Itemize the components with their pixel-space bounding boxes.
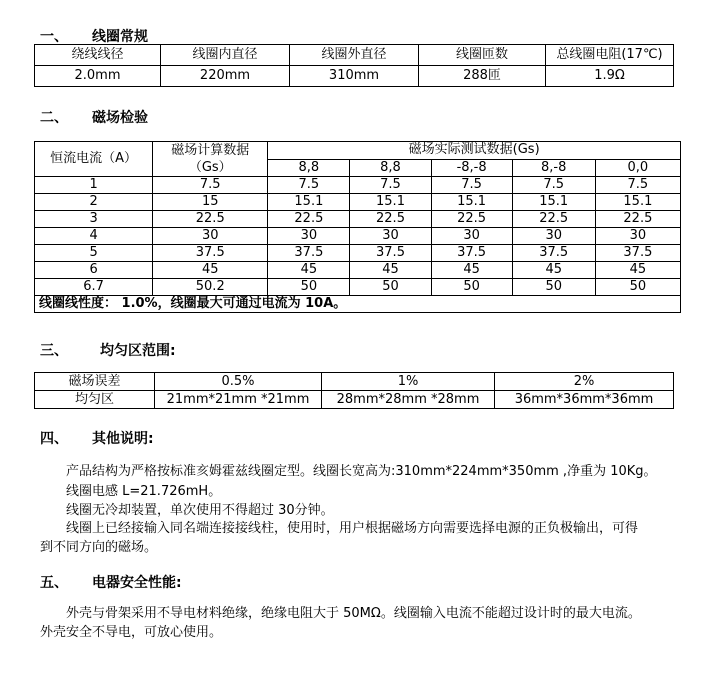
measured-cell: 45	[268, 262, 350, 279]
measured-cell: 37.5	[595, 245, 680, 262]
table-row	[35, 194, 681, 211]
error-value: 1%	[322, 373, 495, 391]
section-number: 四、	[40, 431, 68, 447]
header-position: 8,8	[268, 159, 350, 177]
measured-cell: 50	[595, 279, 680, 296]
section-heading-safety	[40, 572, 182, 592]
section-title: 线圈常规	[92, 29, 148, 45]
measured-cell: 50	[512, 279, 595, 296]
current-cell: 3	[35, 211, 153, 228]
measured-cell: 37.5	[431, 245, 512, 262]
section-title: 均匀区范围:	[100, 343, 176, 359]
measured-cell: 30	[350, 228, 431, 245]
value-resistance: 1.9Ω	[546, 66, 674, 87]
measured-cell: 45	[512, 262, 595, 279]
measured-cell: 50	[268, 279, 350, 296]
safety-insulation: 外壳与骨架采用不导电材料绝缘，绝缘电阻大于 50MΩ。线圈输入电流不能超过设计时的最大电流。	[66, 606, 641, 621]
current-cell: 2	[35, 194, 153, 211]
table-row	[35, 211, 681, 228]
section-title: 磁场检验	[92, 110, 148, 126]
header-measured: 磁场实际测试数据(Gs)	[268, 142, 681, 160]
header-position: -8,-8	[431, 159, 512, 177]
section-number: 三、	[40, 343, 68, 359]
safety-shell: 外壳安全不导电，可放心使用。	[40, 625, 223, 640]
section-title: 其他说明:	[92, 431, 154, 447]
measured-cell: 37.5	[268, 245, 350, 262]
linearity-note-row	[35, 296, 681, 313]
measured-cell: 15.1	[512, 194, 595, 211]
row-label-error: 磁场误差	[35, 373, 155, 391]
header-outer-diameter: 线圈外直径	[290, 45, 419, 66]
note-cooling: 线圈无冷却装置，单次使用不得超过 30分钟。	[66, 503, 334, 518]
measured-cell: 45	[350, 262, 431, 279]
value-turns: 288匝	[419, 66, 546, 87]
measured-cell: 22.5	[431, 211, 512, 228]
measured-cell: 15.1	[595, 194, 680, 211]
value-outer-diameter: 310mm	[290, 66, 419, 87]
row-label-uniform: 均匀区	[35, 391, 155, 409]
table-row	[35, 177, 681, 194]
header-position: 8,8	[350, 159, 431, 177]
note-terminals-cont: 到不同方向的磁场。	[40, 540, 158, 555]
header-position: 8,-8	[512, 159, 595, 177]
value-wire-diameter: 2.0mm	[35, 66, 161, 87]
calculated-cell: 7.5	[153, 177, 268, 194]
header-calculated	[153, 142, 268, 177]
section-number: 五、	[40, 575, 68, 591]
error-value: 0.5%	[155, 373, 322, 391]
header-inner-diameter: 线圈内直径	[161, 45, 290, 66]
measured-cell: 45	[595, 262, 680, 279]
measured-cell: 22.5	[268, 211, 350, 228]
calculated-cell: 22.5	[153, 211, 268, 228]
header-wire-diameter: 绕线线径	[35, 45, 161, 66]
note-inductance: 线圈电感 L=21.726mH。	[66, 484, 222, 499]
measured-cell: 7.5	[512, 177, 595, 194]
section-heading-uniform	[40, 340, 176, 360]
current-cell: 6	[35, 262, 153, 279]
current-cell: 1	[35, 177, 153, 194]
header-calculated-line2: （Gs）	[188, 160, 232, 175]
current-cell: 5	[35, 245, 153, 262]
measured-cell: 15.1	[350, 194, 431, 211]
header-calculated-line1: 磁场计算数据	[171, 143, 250, 158]
uniform-value: 36mm*36mm*36mm	[495, 391, 674, 409]
value-inner-diameter: 220mm	[161, 66, 290, 87]
coil-spec-table	[34, 44, 674, 87]
calculated-cell: 15	[153, 194, 268, 211]
uniform-region-table	[34, 372, 674, 409]
table-row	[35, 245, 681, 262]
calculated-cell: 45	[153, 262, 268, 279]
measured-cell: 22.5	[595, 211, 680, 228]
section-number: 二、	[40, 110, 68, 126]
measured-cell: 50	[350, 279, 431, 296]
calculated-cell: 37.5	[153, 245, 268, 262]
table-row	[35, 66, 674, 87]
measured-cell: 37.5	[350, 245, 431, 262]
measured-cell: 30	[268, 228, 350, 245]
note-structure: 产品结构为严格按标准亥姆霍兹线圈定型。线圈长宽高为:310mm*224mm*350mm ,净重为 10Kg。	[66, 464, 657, 479]
current-cell: 4	[35, 228, 153, 245]
section-heading-coil	[40, 26, 148, 46]
header-turns: 线圈匝数	[419, 45, 546, 66]
section-heading-field	[40, 107, 148, 127]
table-row	[35, 279, 681, 296]
measured-cell: 15.1	[268, 194, 350, 211]
calculated-cell: 30	[153, 228, 268, 245]
measured-cell: 7.5	[350, 177, 431, 194]
table-header-row	[35, 45, 674, 66]
section-number: 一、	[40, 29, 68, 45]
measured-cell: 30	[431, 228, 512, 245]
measured-cell: 45	[431, 262, 512, 279]
measured-cell: 15.1	[431, 194, 512, 211]
field-test-table	[34, 141, 681, 313]
measured-cell: 30	[595, 228, 680, 245]
uniform-value: 28mm*28mm *28mm	[322, 391, 495, 409]
table-row	[35, 373, 674, 391]
table-row	[35, 262, 681, 279]
measured-cell: 7.5	[595, 177, 680, 194]
measured-cell: 22.5	[512, 211, 595, 228]
header-position: 0,0	[595, 159, 680, 177]
header-resistance: 总线圈电阻(17℃)	[546, 45, 674, 66]
measured-cell: 7.5	[268, 177, 350, 194]
header-current: 恒流电流（A）	[35, 142, 153, 177]
section-title: 电器安全性能:	[92, 575, 182, 591]
linearity-note: 线圈线性度： 1.0%，线圈最大可通过电流为 10A。	[35, 296, 681, 313]
current-cell: 6.7	[35, 279, 153, 296]
table-row	[35, 391, 674, 409]
error-value: 2%	[495, 373, 674, 391]
uniform-value: 21mm*21mm *21mm	[155, 391, 322, 409]
table-header-row	[35, 142, 681, 160]
measured-cell: 22.5	[350, 211, 431, 228]
measured-cell: 37.5	[512, 245, 595, 262]
section-heading-notes	[40, 428, 154, 448]
measured-cell: 7.5	[431, 177, 512, 194]
table-row	[35, 228, 681, 245]
measured-cell: 30	[512, 228, 595, 245]
measured-cell: 50	[431, 279, 512, 296]
note-terminals: 线圈上已经接输入同名端连接接线柱，使用时，用户根据磁场方向需要选择电源的正负极输出，可得	[66, 521, 639, 536]
calculated-cell: 50.2	[153, 279, 268, 296]
